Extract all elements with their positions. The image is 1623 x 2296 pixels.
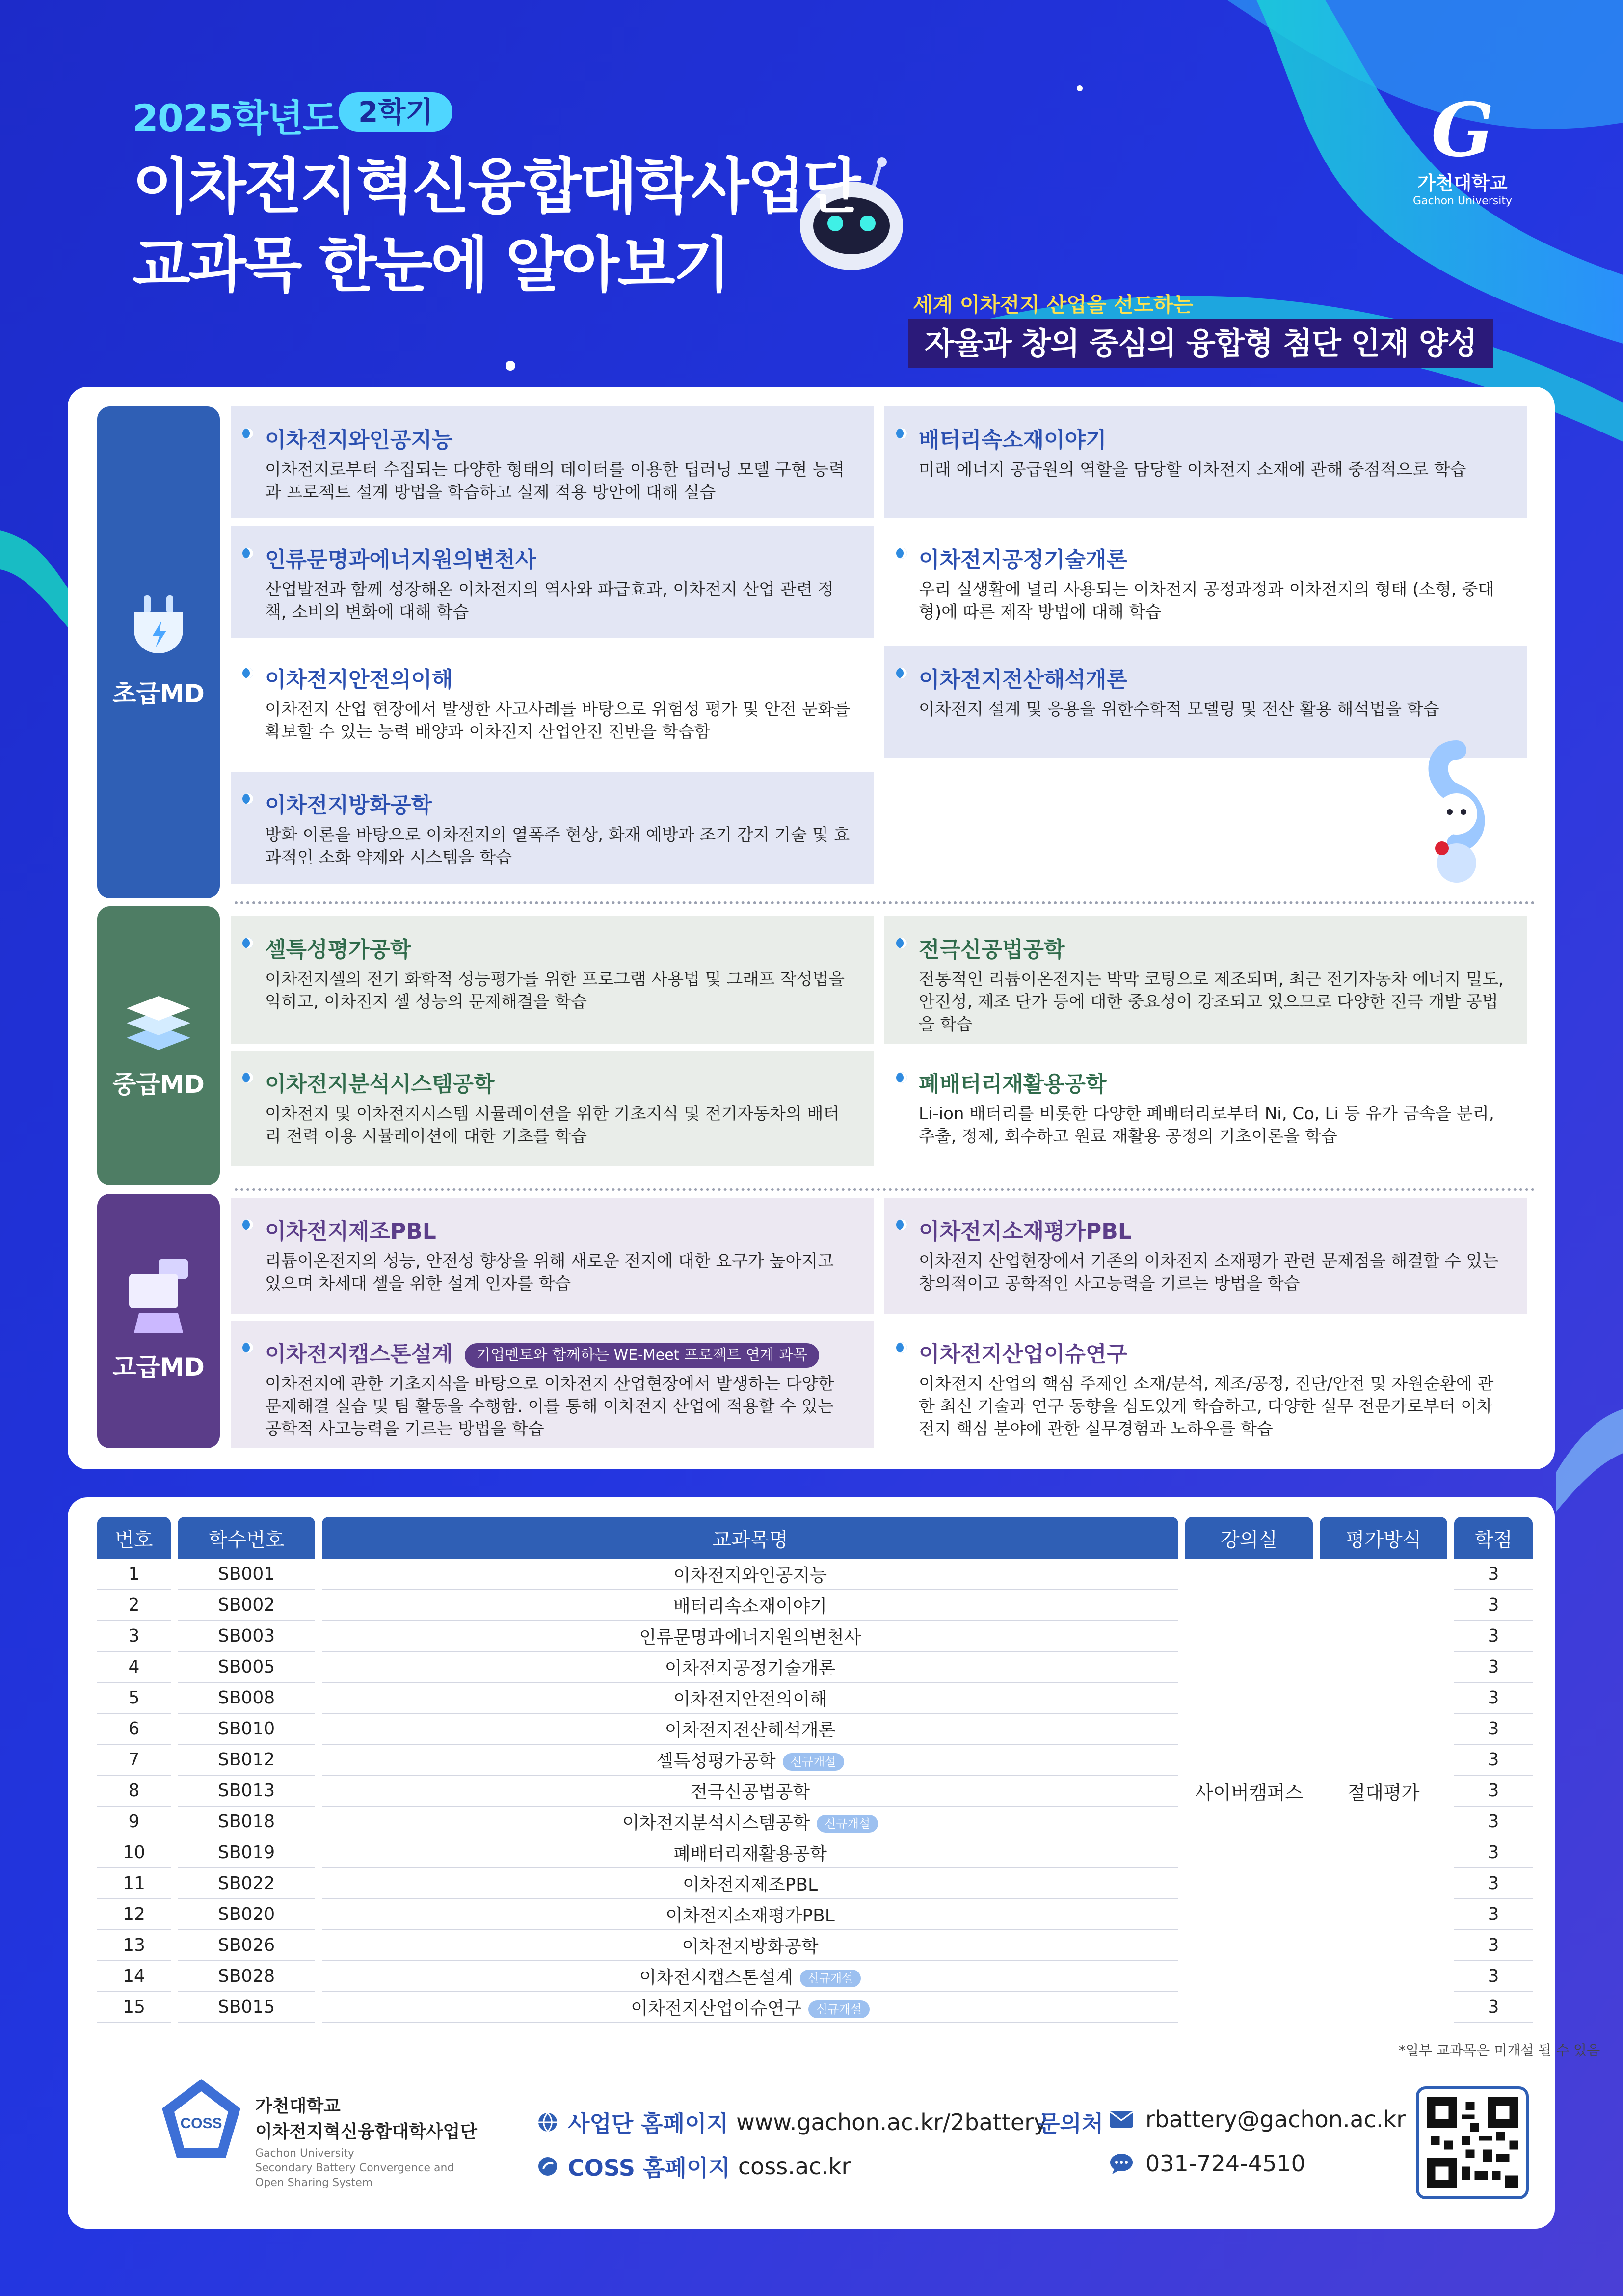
cell-eval: 절대평가 xyxy=(1347,1782,1420,1804)
course-card xyxy=(884,1198,1527,1314)
course-desc: 이차전지 산업현장에서 기존의 이차전지 소재평가 관련 문제점을 해결할 수 있는 창의적이고 공학적인 사고능력을 기르는 방법을 학습 xyxy=(919,1251,1499,1294)
course-name: 배터리속소재이야기 xyxy=(919,422,1508,454)
th-room: 강의실 xyxy=(1185,1517,1313,1559)
new-course-badge: 신규개설 xyxy=(817,1815,878,1833)
cell-code: SB010 xyxy=(178,1714,315,1745)
course-name xyxy=(265,1336,854,1368)
table-note: *일부 교과목은 미개설 될 수 있음 xyxy=(1399,2042,1600,2058)
cell-code: SB013 xyxy=(178,1776,315,1807)
cell-code: SB018 xyxy=(178,1807,315,1837)
g-logo-icon: G xyxy=(1431,87,1494,173)
course-name: 전극신공법공학 xyxy=(919,932,1508,963)
course-overview-card xyxy=(68,387,1555,1469)
course-tag: 기업멘토와 함께하는 WE-Meet 프로젝트 연계 과목 xyxy=(465,1343,819,1368)
chat-icon xyxy=(1109,2153,1134,2174)
table-row xyxy=(97,1621,1533,1652)
cell-no: 2 xyxy=(97,1590,171,1621)
table-row xyxy=(97,1683,1533,1714)
th-credit: 학점 xyxy=(1454,1517,1533,1559)
course-card xyxy=(231,916,874,1044)
org-en-3: Open Sharing System xyxy=(255,2177,373,2189)
contact-label: 문의처 xyxy=(1038,2110,1104,2137)
course-title: 이차전지전산해석개론 xyxy=(665,1720,836,1740)
th-no: 번호 xyxy=(97,1517,171,1559)
course-card xyxy=(231,772,874,884)
contact-phone[interactable] xyxy=(1109,2150,1305,2177)
course-desc: 리튬이온전지의 성능, 안전성 향상을 위해 새로운 전지에 대한 요구가 높아지고 있으며 차세대 셀을 위한 설계 인자를 학습 xyxy=(265,1251,834,1294)
cell-code: SB005 xyxy=(178,1652,315,1683)
course-card xyxy=(231,1051,874,1166)
table-row xyxy=(97,1559,1533,1590)
cell-name xyxy=(322,1961,1178,1992)
course-card xyxy=(884,1051,1527,1166)
cell-name xyxy=(322,1652,1178,1683)
org-en-1: Gachon University xyxy=(255,2147,354,2160)
course-desc: 미래 에너지 공급원의 역할을 담당할 이차전지 소재에 관해 중점적으로 학습 xyxy=(919,460,1466,480)
level-intermediate xyxy=(97,906,220,1185)
cell-no: 13 xyxy=(97,1930,171,1961)
plug-icon xyxy=(129,595,188,659)
cell-code: SB015 xyxy=(178,1992,315,2023)
cell-code: SB022 xyxy=(178,1868,315,1899)
cell-credit: 3 xyxy=(1454,1961,1533,1992)
cell-name xyxy=(322,1868,1178,1899)
table-row xyxy=(97,1807,1533,1837)
cell-code: SB002 xyxy=(178,1590,315,1621)
course-desc: 이차전지 및 이차전지시스템 시뮬레이션을 위한 기초지식 및 전기자동차의 배터리 전력 이용 시뮬레이션에 대한 기초를 학습 xyxy=(265,1104,840,1146)
new-course-badge: 신규개설 xyxy=(783,1753,844,1771)
cell-credit: 3 xyxy=(1454,1714,1533,1745)
course-name: 셀특성평가공학 xyxy=(265,932,854,963)
cell-name xyxy=(322,1992,1178,2023)
cell-name xyxy=(322,1899,1178,1930)
qr-code-image xyxy=(1427,2097,1518,2188)
coss-link[interactable] xyxy=(537,2150,851,2183)
th-name: 교과목명 xyxy=(322,1517,1178,1559)
cell-credit: 3 xyxy=(1454,1559,1533,1590)
level-label: 초급MD xyxy=(112,679,205,708)
course-title: 이차전지분석시스템공학 xyxy=(622,1813,810,1833)
homepage-url[interactable]: www.gachon.ac.kr/2battery xyxy=(736,2109,1047,2135)
cell-name xyxy=(322,1590,1178,1621)
course-card xyxy=(231,1321,874,1448)
semester-badge: 2학기 xyxy=(339,92,452,132)
cell-no: 12 xyxy=(97,1899,171,1930)
course-name: 이차전지전산해석개론 xyxy=(919,662,1508,693)
course-name: 인류문명과에너지원의변천사 xyxy=(265,542,854,573)
table-row xyxy=(97,1868,1533,1899)
course-title: 이차전지캡스톤설계 xyxy=(639,1968,793,1988)
title-line-1: 이차전지혁신융합대학사업단 xyxy=(133,152,859,221)
subtitle-banner: 자율과 창의 중심의 융합형 첨단 인재 양성 xyxy=(908,319,1493,368)
course-title: 인류문명과에너지원의변천사 xyxy=(639,1627,861,1648)
course-desc: 이차전지 설계 및 응용을 위한수학적 모델링 및 전산 활용 해석법을 학습 xyxy=(919,700,1439,719)
cell-no: 1 xyxy=(97,1559,171,1590)
cell-code: SB019 xyxy=(178,1837,315,1868)
cell-credit: 3 xyxy=(1454,1652,1533,1683)
cell-name xyxy=(322,1837,1178,1868)
cell-code: SB028 xyxy=(178,1961,315,1992)
university-logo xyxy=(1404,87,1521,207)
cell-code: SB008 xyxy=(178,1683,315,1714)
course-name: 이차전지공정기술개론 xyxy=(919,542,1508,573)
cell-code: SB020 xyxy=(178,1899,315,1930)
course-desc: 이차전지로부터 수집되는 다양한 형태의 데이터를 이용한 딥러닝 모델 구현 능력과 프로젝트 설계 방법을 학습하고 실제 적용 방안에 대해 실습 xyxy=(265,460,845,502)
course-title: 이차전지안전의이해 xyxy=(673,1689,827,1709)
cell-name xyxy=(322,1683,1178,1714)
course-desc: 이차전지에 관한 기초지식을 바탕으로 이차전지 산업현장에서 발생하는 다양한 문제해결 실습 및 팀 활동을 수행함. 이를 통해 이차전지 산업에 적용할 수 있는 공학적 사고능력을 기르는 방법을 학습 xyxy=(265,1374,834,1439)
course-name-text: 이차전지캡스톤설계 xyxy=(265,1342,453,1367)
title-line-2: 교과목 한눈에 알아보기 xyxy=(133,230,729,300)
course-card xyxy=(231,646,874,758)
cell-credit: 3 xyxy=(1454,1868,1533,1899)
table-body xyxy=(97,1559,1533,2023)
course-name: 이차전지소재평가PBL xyxy=(919,1214,1508,1245)
cell-no: 11 xyxy=(97,1868,171,1899)
contact-email[interactable] xyxy=(1109,2106,1406,2133)
course-card xyxy=(884,526,1527,638)
table-row xyxy=(97,1590,1533,1621)
org-en-2: Secondary Battery Convergence and xyxy=(255,2162,454,2174)
course-desc: 우리 실생활에 널리 사용되는 이차전지 공정과정과 이차전지의 형태 (소형, 중대형)에 따른 제작 방법에 대해 학습 xyxy=(919,580,1494,622)
logo-korean: 가천대학교 xyxy=(1417,172,1508,194)
course-name: 이차전지산업이슈연구 xyxy=(919,1336,1508,1368)
cell-no: 7 xyxy=(97,1745,171,1776)
cell-credit: 3 xyxy=(1454,1745,1533,1776)
cell-no: 8 xyxy=(97,1776,171,1807)
table-row xyxy=(97,1899,1533,1930)
course-card xyxy=(884,406,1527,518)
cell-credit: 3 xyxy=(1454,1837,1533,1868)
course-card xyxy=(231,1198,874,1314)
course-desc: 방화 이론을 바탕으로 이차전지의 열폭주 현상, 화재 예방과 조기 감지 기술 및 효과적인 소화 약제와 시스템을 학습 xyxy=(265,825,850,867)
course-desc: 이차전지 산업의 핵심 주제인 소재/분석, 제조/공정, 진단/안전 및 자원순환에 관한 최신 기술과 연구 동향을 심도있게 학습하고, 다양한 실무 전문가로부터 이차전지 핵심 분야에 관한 실무경험과 노하우를 학습 xyxy=(919,1374,1494,1439)
table-row xyxy=(97,1930,1533,1961)
mail-icon xyxy=(1109,2110,1134,2128)
email-value[interactable]: rbattery@gachon.ac.kr xyxy=(1145,2106,1406,2133)
course-desc: 이차전지 산업 현장에서 발생한 사고사례를 바탕으로 위험성 평가 및 안전 문화를 확보할 수 있는 능력 배양과 이차전지 산업안전 전반을 학습함 xyxy=(265,700,850,742)
course-title: 이차전지와인공지능 xyxy=(673,1566,827,1586)
table-row xyxy=(97,1992,1533,2023)
course-title: 이차전지공정기술개론 xyxy=(665,1658,836,1678)
course-title: 이차전지제조PBL xyxy=(682,1875,818,1895)
course-card xyxy=(884,1321,1527,1448)
divider xyxy=(235,1188,1535,1191)
cell-code: SB026 xyxy=(178,1930,315,1961)
cell-room: 사이버캠퍼스 xyxy=(1195,1782,1304,1804)
cell-no: 3 xyxy=(97,1621,171,1652)
org-line-2: 이차전지혁신융합대학사업단 xyxy=(255,2122,478,2142)
cell-credit: 3 xyxy=(1454,1776,1533,1807)
course-card xyxy=(231,406,874,518)
cell-no: 6 xyxy=(97,1714,171,1745)
cell-no: 10 xyxy=(97,1837,171,1868)
cell-credit: 3 xyxy=(1454,1992,1533,2023)
th-eval: 평가방식 xyxy=(1320,1517,1447,1559)
th-code: 학수번호 xyxy=(178,1517,315,1559)
course-desc: 전통적인 리튬이온전지는 박막 코팅으로 제조되며, 최근 전기자동차 에너지 밀도, 안전성, 제조 단가 등에 대한 중요성이 강조되고 있으므로 다양한 전극 개발 공법을 학습 xyxy=(919,970,1504,1034)
page-title xyxy=(133,147,859,304)
cell-no: 14 xyxy=(97,1961,171,1992)
course-title: 셀특성평가공학 xyxy=(656,1751,776,1771)
monitor-icon xyxy=(124,1259,193,1333)
course-title: 배터리속소재이야기 xyxy=(673,1596,827,1617)
cell-code: SB012 xyxy=(178,1745,315,1776)
course-title: 이차전지산업이슈연구 xyxy=(631,1999,801,2019)
course-title: 이차전지방화공학 xyxy=(682,1937,819,1957)
course-card xyxy=(884,916,1527,1044)
phone-value[interactable]: 031-724-4510 xyxy=(1145,2150,1305,2177)
table-row xyxy=(97,1776,1533,1807)
course-title: 전극신공법공학 xyxy=(690,1782,810,1802)
cell-no: 4 xyxy=(97,1652,171,1683)
year-label: 2025학년도 xyxy=(133,96,338,140)
homepage-label: 사업단 홈페이지 xyxy=(568,2110,729,2137)
cell-name xyxy=(322,1745,1178,1776)
cell-name xyxy=(322,1714,1178,1745)
table-row xyxy=(97,1652,1533,1683)
course-name: 이차전지와인공지능 xyxy=(265,422,854,454)
mascot-character-image xyxy=(1412,740,1501,888)
cell-credit: 3 xyxy=(1454,1899,1533,1930)
course-title: 폐배터리재활용공학 xyxy=(673,1844,827,1864)
homepage-link[interactable] xyxy=(537,2106,1047,2138)
cell-code: SB001 xyxy=(178,1559,315,1590)
course-title: 이차전지소재평가PBL xyxy=(665,1906,835,1926)
course-name: 이차전지안전의이해 xyxy=(265,662,854,693)
coss-icon xyxy=(537,2156,558,2177)
cell-name xyxy=(322,1776,1178,1807)
org-english xyxy=(255,2146,454,2190)
globe-icon xyxy=(537,2112,558,2133)
cell-credit: 3 xyxy=(1454,1621,1533,1652)
level-advanced xyxy=(97,1194,220,1448)
cell-name xyxy=(322,1559,1178,1590)
cell-code: SB003 xyxy=(178,1621,315,1652)
course-desc: Li-ion 배터리를 비롯한 다양한 폐배터리로부터 Ni, Co, Li 등 유가 금속을 분리, 추출, 정제, 회수하고 원료 재활용 공정의 기초이론을 학습 xyxy=(919,1104,1494,1146)
cell-credit: 3 xyxy=(1454,1807,1533,1837)
course-desc: 이차전지셀의 전기 화학적 성능평가를 위한 프로그램 사용법 및 그래프 작성법을 익히고, 이차전지 셀 성능의 문제해결을 학습 xyxy=(265,970,845,1012)
cell-name xyxy=(322,1621,1178,1652)
table-row xyxy=(97,1837,1533,1868)
course-name: 이차전지제조PBL xyxy=(265,1214,854,1245)
coss-label: COSS 홈페이지 xyxy=(568,2155,730,2181)
coss-logo-image xyxy=(160,2077,243,2194)
coss-mark-text: COSS xyxy=(180,2115,222,2132)
subtitle-small: 세계 이차전지 산업을 선도하는 xyxy=(913,293,1194,317)
divider xyxy=(235,901,1535,904)
course-name: 이차전지방화공학 xyxy=(265,787,854,819)
cell-no: 5 xyxy=(97,1683,171,1714)
table-row xyxy=(97,1745,1533,1776)
table-row xyxy=(97,1961,1533,1992)
org-name xyxy=(255,2094,477,2145)
logo-english: Gachon University xyxy=(1413,195,1512,207)
cell-no: 15 xyxy=(97,1992,171,2023)
cell-credit: 3 xyxy=(1454,1683,1533,1714)
qr-code[interactable] xyxy=(1416,2086,1529,2199)
level-label: 고급MD xyxy=(112,1353,205,1381)
course-table xyxy=(90,1517,1540,2023)
table-row xyxy=(97,1714,1533,1745)
course-desc: 산업발전과 함께 성장해온 이차전지의 역사와 파급효과, 이차전지 산업 관련 정책, 소비의 변화에 대해 학습 xyxy=(265,580,834,622)
cell-credit: 3 xyxy=(1454,1590,1533,1621)
cell-name xyxy=(322,1930,1178,1961)
cell-no: 9 xyxy=(97,1807,171,1837)
level-beginner xyxy=(97,406,220,898)
coss-url[interactable]: coss.ac.kr xyxy=(738,2153,851,2180)
course-name: 폐배터리재활용공학 xyxy=(919,1066,1508,1098)
level-label: 중급MD xyxy=(112,1070,205,1099)
new-course-badge: 신규개설 xyxy=(800,1970,861,1987)
cell-name xyxy=(322,1807,1178,1837)
course-name: 이차전지분석시스템공학 xyxy=(265,1066,854,1098)
org-line-1: 가천대학교 xyxy=(255,2096,341,2116)
new-course-badge: 신규개설 xyxy=(808,2000,870,2018)
cell-credit: 3 xyxy=(1454,1930,1533,1961)
course-card xyxy=(231,526,874,638)
layers-icon xyxy=(124,991,193,1050)
